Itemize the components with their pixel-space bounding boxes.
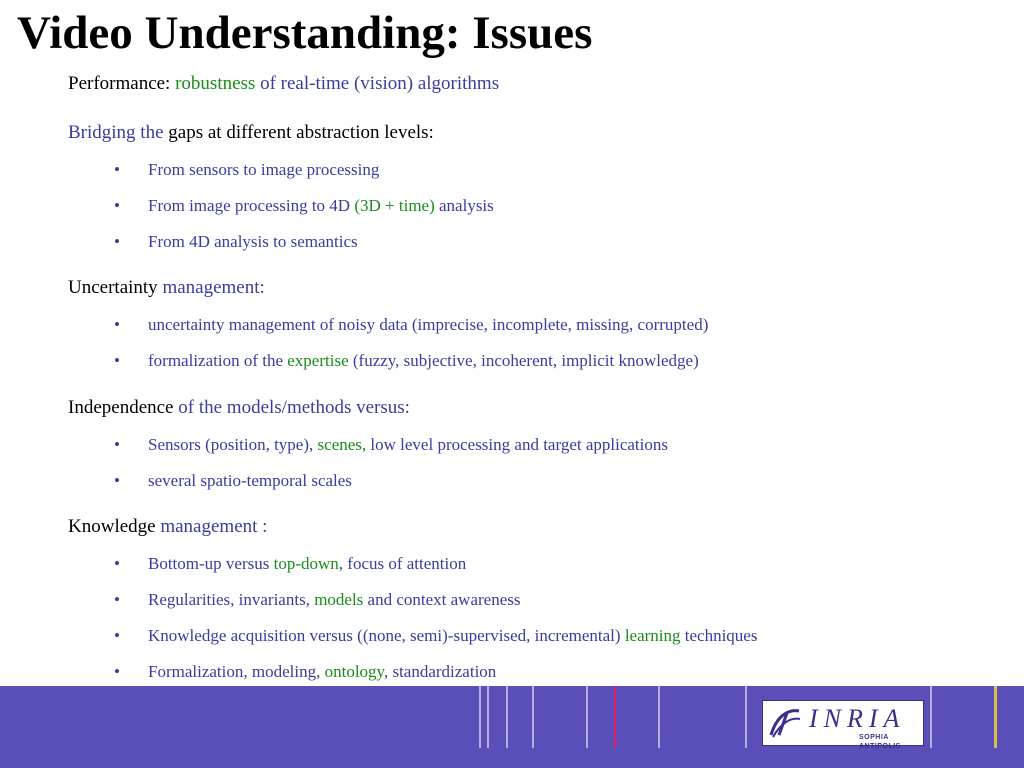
bullet-text-run: and context awareness [363, 590, 521, 609]
bullet-icon: • [114, 232, 120, 251]
bullet-icon: • [114, 471, 120, 490]
heading-text-run: Independence [68, 397, 179, 418]
section-heading [68, 396, 410, 420]
heading-text-run: robustness [175, 73, 256, 94]
bullet-icon: • [114, 554, 120, 573]
bullet-text-run: Formalization, modeling, [148, 662, 325, 681]
bullet-item [114, 661, 496, 683]
bullet-item [114, 159, 379, 181]
bullet-icon: • [114, 351, 120, 370]
bullet-text-run: expertise [287, 351, 349, 370]
bullet-text-run: Regularities, invariants, [148, 590, 315, 609]
heading-text-run: of the models/methods versus: [178, 397, 410, 418]
heading-text-run: Performance: [68, 73, 176, 94]
section-heading [68, 515, 267, 539]
bullet-item [114, 470, 352, 492]
bullet-text-run: , focus of attention [338, 554, 467, 573]
bullet-text-run: scenes, [317, 435, 367, 454]
bullet-icon: • [114, 160, 120, 179]
bullet-icon: • [114, 626, 120, 645]
bullet-item [114, 350, 699, 372]
heading-text-run: gaps at different abstraction levels: [168, 122, 434, 143]
heading-text-run: of real-time (vision) algorithms [255, 73, 500, 94]
bullet-text-run: From image processing to 4D [148, 196, 355, 215]
bullet-text-run: Sensors (position, type), [148, 435, 318, 454]
footer-divider [658, 686, 660, 748]
bullet-text-run: Knowledge acquisition versus ((none, semi)-supervised, incremental) [148, 626, 625, 645]
footer-divider [586, 686, 588, 748]
footer-divider [487, 686, 489, 748]
heading-text-run: Knowledge [68, 516, 161, 537]
bullet-item [114, 314, 708, 336]
bullet-icon: • [114, 435, 120, 454]
footer-divider [614, 686, 616, 748]
footer-divider [930, 686, 932, 748]
bullet-text-run: (3D + time) [354, 196, 435, 215]
inria-swirl-icon [767, 705, 803, 741]
bullet-item [114, 195, 494, 217]
bullet-text-run: From 4D analysis to semantics [148, 232, 358, 251]
bullet-item [114, 553, 466, 575]
footer-divider [532, 686, 534, 748]
logo-wordmark: INRIA [809, 704, 906, 733]
heading-text-run: management: [162, 277, 265, 298]
section-heading [68, 72, 499, 96]
footer-divider [479, 686, 481, 748]
section-heading [68, 121, 434, 145]
bullet-icon: • [114, 196, 120, 215]
bullet-text-run: models [314, 590, 364, 609]
bullet-text-run: formalization of the [148, 351, 288, 370]
bullet-text-run: , standardization [383, 662, 497, 681]
bullet-item [114, 434, 668, 456]
bullet-icon: • [114, 590, 120, 609]
bullet-text-run: low level processing and target applications [366, 435, 668, 454]
footer-banner [0, 686, 1024, 768]
heading-text-run: Bridging the [68, 122, 169, 143]
bullet-text-run: From sensors to image processing [148, 160, 380, 179]
footer-divider [994, 686, 997, 748]
inria-logo [762, 700, 924, 750]
bullet-item [114, 589, 520, 611]
section-heading [68, 276, 265, 300]
bullet-text-run: ontology [324, 662, 384, 681]
bullet-text-run: analysis [434, 196, 494, 215]
bullet-text-run: uncertainty management of noisy data (imprecise, incomplete, missing, corrupted) [148, 315, 709, 334]
slide-title: Video Understanding: Issues [17, 7, 593, 59]
bullet-text-run: several spatio-temporal scales [148, 471, 352, 490]
logo-subtitle: SOPHIA ANTIPOLIS [859, 734, 901, 750]
footer-divider [506, 686, 508, 748]
footer-divider [745, 686, 747, 748]
heading-text-run: management : [160, 516, 268, 537]
bullet-icon: • [114, 315, 120, 334]
bullet-text-run: Bottom-up versus [148, 554, 274, 573]
bullet-item [114, 625, 757, 647]
bullet-item [114, 231, 358, 253]
heading-text-run: Uncertainty [68, 277, 163, 298]
bullet-text-run: learning [624, 626, 681, 645]
bullet-text-run: top-down [273, 554, 339, 573]
bullet-text-run: (fuzzy, subjective, incoherent, implicit knowledge) [348, 351, 699, 370]
bullet-text-run: techniques [680, 626, 758, 645]
bullet-icon: • [114, 662, 120, 681]
